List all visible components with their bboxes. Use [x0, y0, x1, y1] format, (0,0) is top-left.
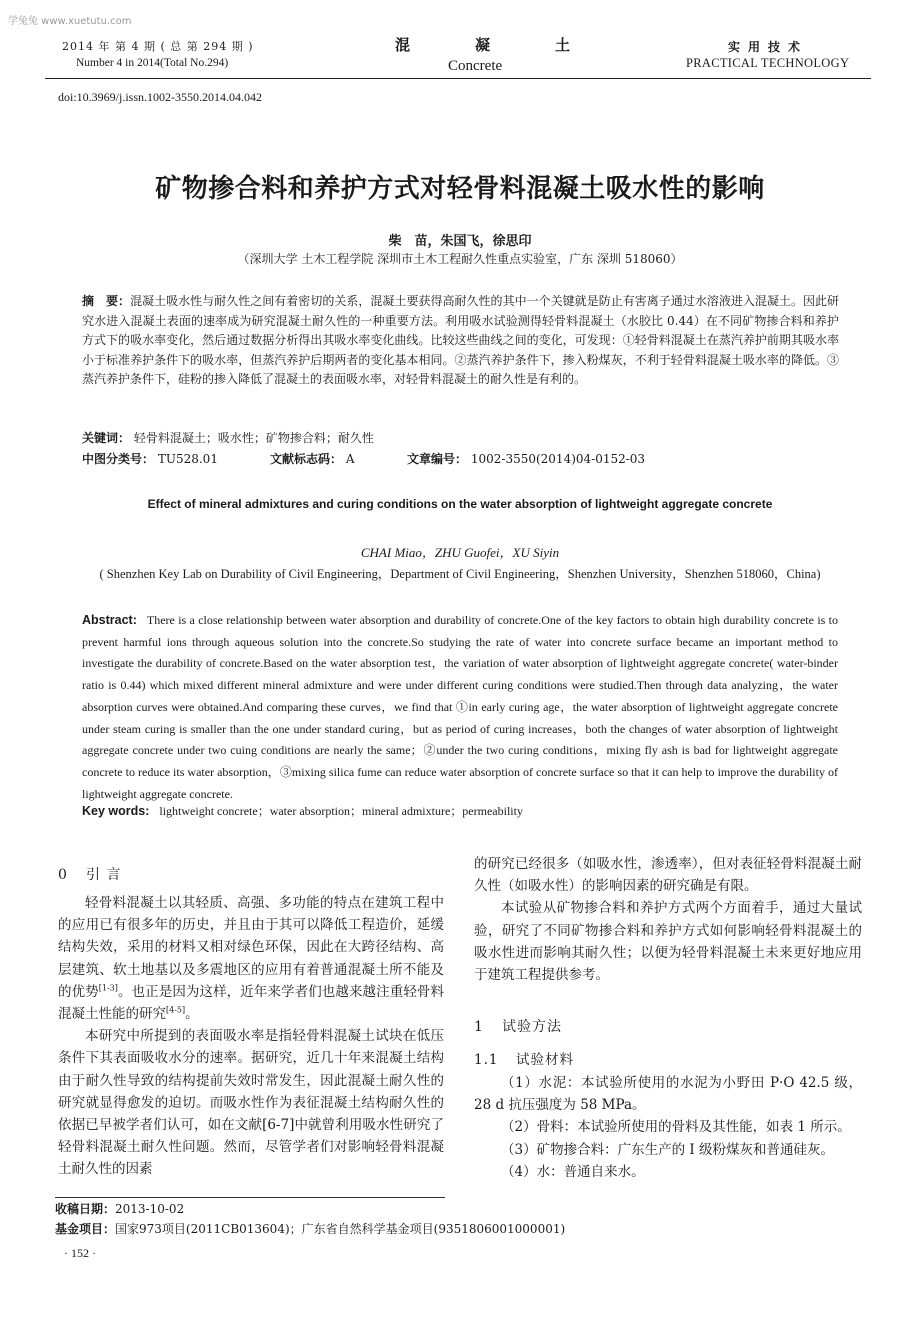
clc-label: 中图分类号： — [82, 452, 155, 466]
citation: [1-3] — [98, 983, 118, 993]
section-0-heading — [58, 864, 121, 884]
article-id-label: 文章编号： — [407, 452, 468, 466]
footnote-fund — [55, 1220, 565, 1237]
list-item: （3）矿物掺合料：广东生产的 I 级粉煤灰和普通硅灰。 — [501, 1141, 835, 1158]
header-journal-en: Concrete — [448, 58, 503, 74]
doi: doi:10.3969/j.issn.1002-3550.2014.04.042 — [58, 90, 263, 104]
fund-value: 国家973项目(2011CB013604)；广东省自然科学基金项目(9351806001000001) — [115, 1222, 566, 1236]
doc-code-label: 文献标志码： — [270, 452, 343, 466]
header-rule — [45, 78, 871, 79]
paragraph-text: 。也正是因为这样，近年来学者们也越来越注重轻骨料混凝土性能的研究 — [58, 983, 445, 1023]
right-column-top — [474, 853, 862, 986]
paper-title-cn: 矿物掺合料和养护方式对轻骨料混凝土吸水性的影响 — [155, 174, 765, 204]
list-item: （2）骨料：本试验所使用的骨料及其性能，如表 1 所示。 — [501, 1119, 851, 1136]
abstract-cn — [82, 292, 839, 390]
received-label: 收稿日期： — [55, 1202, 116, 1216]
header-section-cn: 实用技术 — [727, 40, 808, 54]
abstract-en — [82, 610, 838, 805]
journal-char: 土 — [554, 36, 570, 54]
section-0-title: 引 言 — [86, 867, 122, 883]
materials-list — [474, 1072, 862, 1183]
section-1-1-title: 试验材料 — [516, 1052, 574, 1068]
paragraph: 的研究已经很多（如吸水性，渗透率），但对表征轻骨料混凝土耐久性（如吸水性）的影响因素的研究确是有限。 — [474, 856, 862, 895]
paper-title-en: Effect of mineral admixtures and curing conditions on the water absorption of lightweight aggregate concrete — [147, 497, 773, 511]
left-column — [58, 892, 444, 1181]
keywords-cn — [82, 429, 374, 446]
authors-en: CHAI Miao，ZHU Guofei，XU Siyin — [360, 545, 560, 560]
abstract-en-label: Abstract: — [82, 613, 137, 627]
section-1-number: 1 — [474, 1019, 484, 1035]
header-journal-cn — [395, 34, 570, 55]
section-1-title: 试验方法 — [502, 1019, 562, 1035]
affiliation-en: ( Shenzhen Key Lab on Durability of Civil Engineering，Department of Civil Engineering，Shenzhen University，Shenzhen 518060，China) — [99, 567, 821, 581]
keywords-cn-text: 轻骨料混凝土；吸水性；矿物掺合料；耐久性 — [133, 431, 374, 445]
fund-label: 基金项目： — [55, 1222, 116, 1236]
keywords-en — [82, 802, 523, 819]
header-issue-en: Number 4 in 2014(Total No.294) — [76, 57, 229, 69]
abstract-cn-label: 摘 要： — [82, 294, 131, 308]
keywords-cn-label: 关键词： — [82, 431, 131, 445]
page-number: · 152 · — [64, 1246, 96, 1260]
section-1-1-heading — [474, 1048, 574, 1068]
clc-value: TU528.01 — [157, 452, 218, 466]
footnote-received — [55, 1200, 184, 1217]
section-1-heading — [474, 1016, 562, 1036]
keywords-en-text: lightweight concrete；water absorption；mineral admixture；permeability — [159, 804, 523, 818]
abstract-en-text: There is a close relationship between water absorption and durability of concrete.One of the key factors to obtain high durability concrete is to prevent harmful ions through aqueous solution into the concrete.So studying the rate of water into concrete surface became an important method to investigate the durability of concrete.Based on the water absorption test，the variation of water absorption of lightweight aggregate concrete( water-binder ratio is 0.44) which mixed different mineral admixture and were under different curing conditions were studied.Then through data analyzing，the water absorption curves were obtained.And comparing these curves，we find that ①in early curing age，the water absorption of lightweight aggregate concrete under steam curing is smaller than the one under standard curing，but as period of curing increases，both the changes of water absorption of lightweight aggregate concrete under two cuing conditions are nearly the same；②under the two curing conditions，mixing fly ash is bad for lightweight aggregate concrete to reduce its water absorption，③mixing silica fume can reduce water absorption of concrete surface so that it can help to improve the durability of lightweight aggregate concrete. — [82, 613, 838, 801]
journal-char: 凝 — [474, 36, 490, 54]
header-issue-cn: 2014 年 第 4 期 ( 总 第 294 期 ) — [62, 40, 254, 53]
list-item: （4）水：普通自来水。 — [501, 1163, 645, 1180]
abstract-cn-text: 混凝土吸水性与耐久性之间有着密切的关系，混凝土要获得高耐久性的其中一个关键就是防止有害离子通过水溶液进入混凝土。因此研究水进入混凝土表面的速率成为研究混凝土耐久性的一种重要方法。利用吸水试验测得轻骨料混凝土（水胶比 0.44）在不同矿物掺合料和养护方式下的吸水率变化，然后通过数据分析得出其吸水率变化曲线。比较这些曲线之间的变化，可发现：①轻骨料混凝土在蒸汽养护前期其吸水率小于标准养护条件下的吸水率，但蒸汽养护后期两者的变化基本相同。②蒸汽养护条件下，掺入粉煤灰，不利于轻骨料混凝土吸水率的降低。③蒸汽养护条件下，硅粉的掺入降低了混凝土的表面吸水率，对轻骨料混凝土的耐久性是有利的。 — [82, 294, 839, 386]
paragraph: 本试验从矿物掺合料和养护方式两个方面着手，通过大量试验，研究了不同矿物掺合料和养护方式如何影响轻骨料混凝土的吸水性进而影响其耐久性；以便为轻骨料混凝土未来更好地应用于建筑工程提供参考。 — [474, 900, 862, 984]
received-value: 2013-10-02 — [115, 1202, 185, 1216]
paragraph: 本研究中所提到的表面吸水率是指轻骨料混凝土试块在低压条件下其表面吸收水分的速率。据研究，近几十年来混凝土结构由于耐久性导致的结构提前失效时常发生，因此混凝土耐久性的研究就显得愈发的迫切。而吸水性作为表征混凝土结构耐久性的依据已早被学者们认可，如在文献[6-7]中就曾利用吸水性研究了轻骨料混凝土耐久性问题。然而，尽管学者们对影响轻骨料混凝土耐久性的因素 — [58, 1028, 444, 1178]
doc-code-value: A — [345, 452, 355, 466]
header-section-en: PRACTICAL TECHNOLOGY — [686, 56, 850, 70]
paragraph — [58, 892, 444, 1025]
affiliation-cn: （深圳大学 土木工程学院 深圳市土木工程耐久性重点实验室，广东 深圳 518060） — [237, 252, 683, 266]
keywords-en-label: Key words: — [82, 804, 150, 818]
list-item: （1）水泥：本试验所使用的水泥为小野田 P·O 42.5 级，28 d 抗压强度为 58 MPa。 — [474, 1075, 862, 1114]
section-1-1-number: 1.1 — [474, 1052, 499, 1068]
footnote-rule — [55, 1197, 445, 1198]
watermark-text: 学兔兔 www.xuetutu.com — [8, 16, 132, 27]
citation: [4-5] — [166, 1005, 186, 1015]
article-id-value: 1002-3550(2014)04-0152-03 — [470, 452, 646, 466]
paragraph-text: 轻骨料混凝土以其轻质、高强、多功能的特点在建筑工程中的应用已有很多年的历史，并且由于其可以降低工程造价，延缓结构失效，采用的材料又相对绿色环保，因此在大跨径结构、高层建筑、软土地基以及多震地区的应用有着普通混凝土所不能及的优势 — [58, 895, 444, 1000]
authors-cn: 柴 苗，朱国飞，徐思印 — [388, 234, 532, 249]
paragraph-text: 。 — [185, 1006, 199, 1023]
journal-char: 混 — [395, 36, 411, 54]
section-0-number: 0 — [58, 867, 68, 883]
